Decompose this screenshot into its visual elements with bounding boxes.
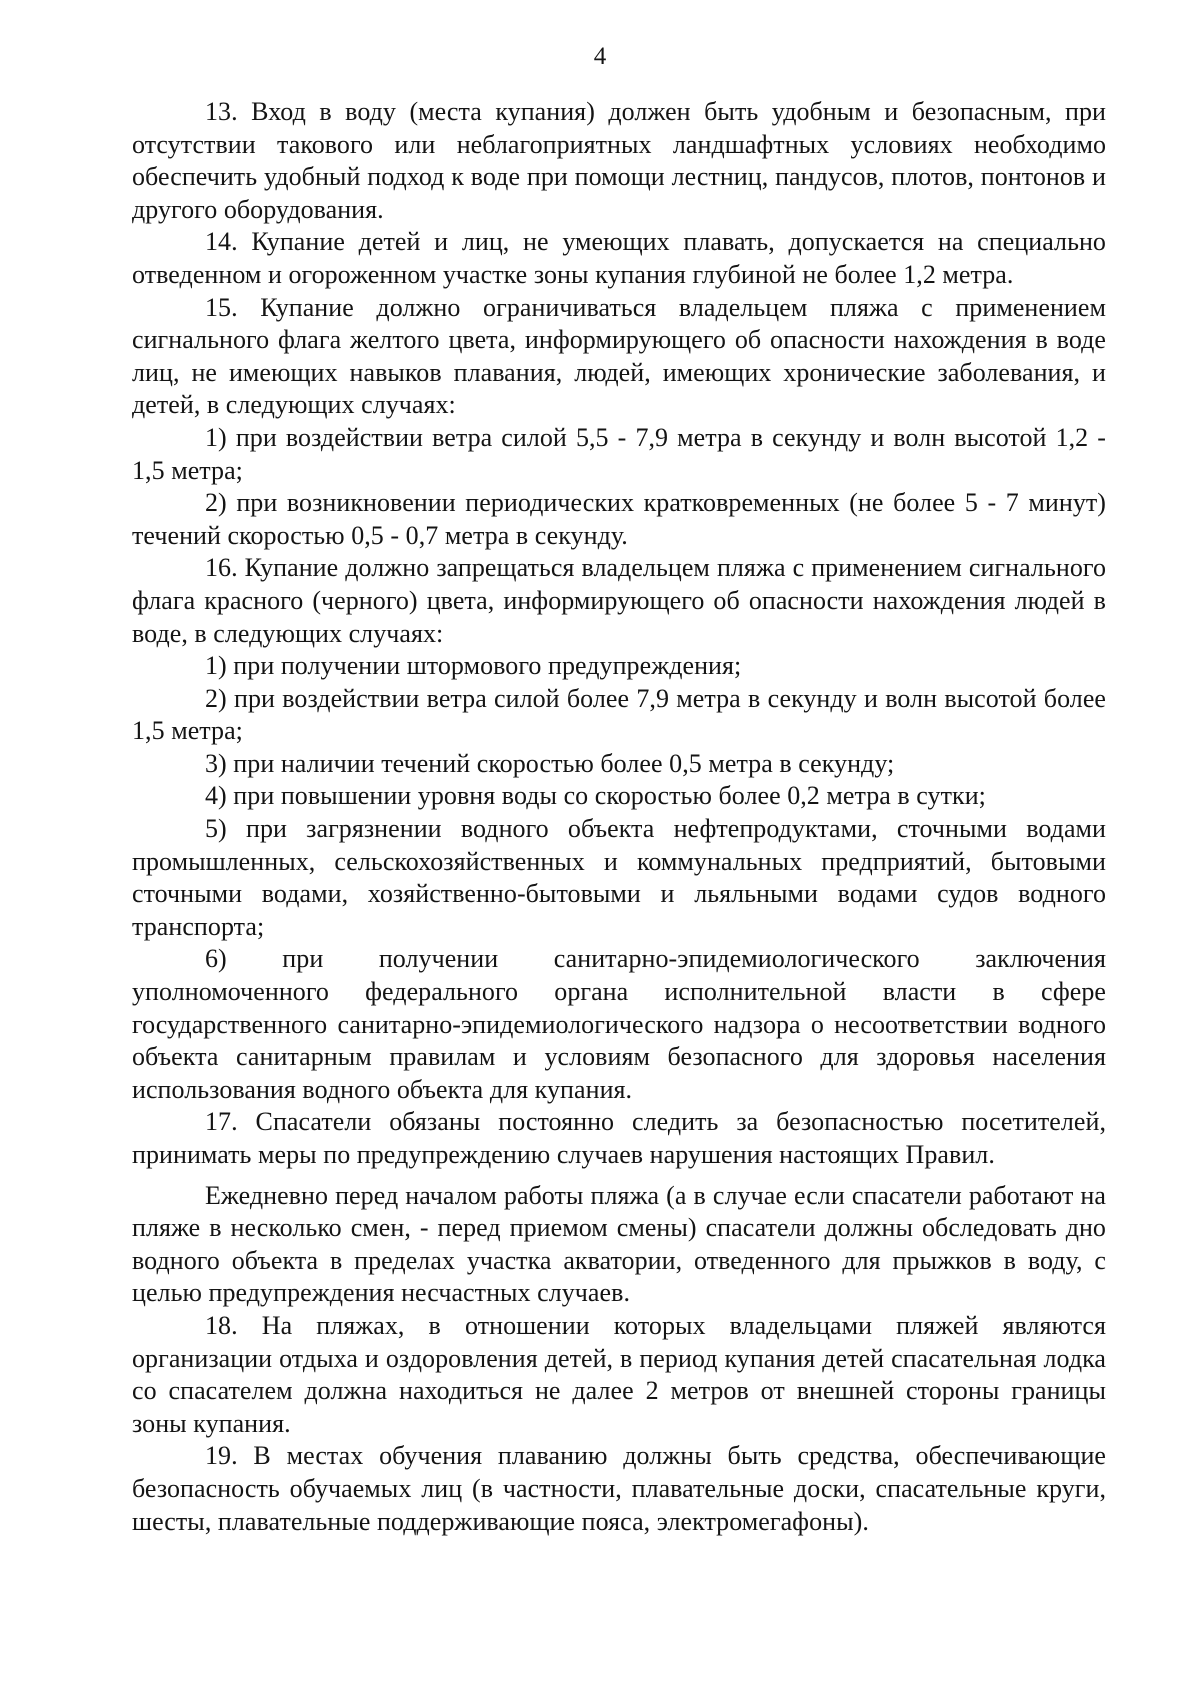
paragraph-19: 19. В местах обучения плаванию должны быть средства, обеспечивающие безопасность обучаемых лиц (в частности, плавательные доски, спасательные круги, шесты, плавательные поддерживающие пояса, электромегафоны). [132, 1441, 1106, 1536]
paragraph-18: 18. На пляжах, в отношении которых владельцами пляжей являются организации отдыха и оздоровления детей, в период купания детей спасательная лодка со спасателем должна находиться не далее 2 метров от внешней стороны границы зоны купания. [132, 1310, 1106, 1438]
paragraph-16-item-4: 4) при повышении уровня воды со скоростью более 0,2 метра в сутки; [205, 781, 986, 811]
paragraph-16: 16. Купание должно запрещаться владельцем пляжа с применением сигнального флага красного (черного) цвета, информирующего об опасности нахождения людей в воде, в следующих случаях: [132, 553, 1106, 648]
paragraph-16-item-2: 2) при воздействии ветра силой более 7,9 метра в секунду и волн высотой более 1,5 метра; [132, 683, 1106, 746]
paragraph-17-daily: Ежедневно перед началом работы пляжа (а в случае если спасатели работают на пляже в несколько смен, - перед приемом смены) спасатели должны обследовать дно водного объекта в пределах участка акватории, отведенного для прыжков в воду, с целью предупреждения несчастных случаев. [132, 1180, 1106, 1308]
paragraph-16-item-6: 6) при получении санитарно-эпидемиологического заключения уполномоченного федерального органа исполнительной власти в сфере государственного санитарно-эпидемиологического надзора о несоответствии водного объекта санитарным правилам и условиям безопасного для здоровья населения использования водного объекта для купания. [132, 944, 1106, 1104]
paragraph-16-item-3: 3) при наличии течений скоростью более 0,5 метра в секунду; [205, 748, 895, 778]
paragraph-17: 17. Спасатели обязаны постоянно следить за безопасностью посетителей, принимать меры по предупреждению случаев нарушения настоящих Правил. [132, 1107, 1106, 1169]
paragraph-16-item-5: 5) при загрязнении водного объекта нефтепродуктами, сточными водами промышленных, сельскохозяйственных и коммунальных предприятий, бытовыми сточными водами, хозяйственно-бытовыми и льяльными водами судов водного транспорта; [132, 814, 1106, 941]
paragraph-16-item-1: 1) при получении штормового предупреждения; [205, 651, 742, 681]
paragraph-15-item-2: 2) при возникновении периодических кратковременных (не более 5 - 7 минут) течений скоростью 0,5 - 0,7 метра в секунду. [132, 488, 1106, 550]
paragraph-13: 13. Вход в воду (места купания) должен быть удобным и безопасным, при отсутствии такового или неблагоприятных ландшафтных условиях необходимо обеспечить удобный подход к воде при помощи лестниц, пандусов, плотов, понтонов и другого оборудования. [132, 97, 1106, 224]
page-number: 4 [593, 43, 607, 70]
document-body [132, 96, 1106, 1538]
paragraph-15: 15. Купание должно ограничиваться владельцем пляжа с применением сигнального флага желтого цвета, информирующего об опасности нахождения в воде лиц, не имеющих навыков плавания, людей, имеющих хронические заболевания, и детей, в следующих случаях: [132, 292, 1106, 420]
paragraph-14: 14. Купание детей и лиц, не умеющих плавать, допускается на специально отведенном и огороженном участке зоны купания глубиной не более 1,2 метра. [132, 227, 1106, 289]
paragraph-15-item-1: 1) при воздействии ветра силой 5,5 - 7,9 метра в секунду и волн высотой 1,2 - 1,5 метра; [132, 422, 1106, 485]
